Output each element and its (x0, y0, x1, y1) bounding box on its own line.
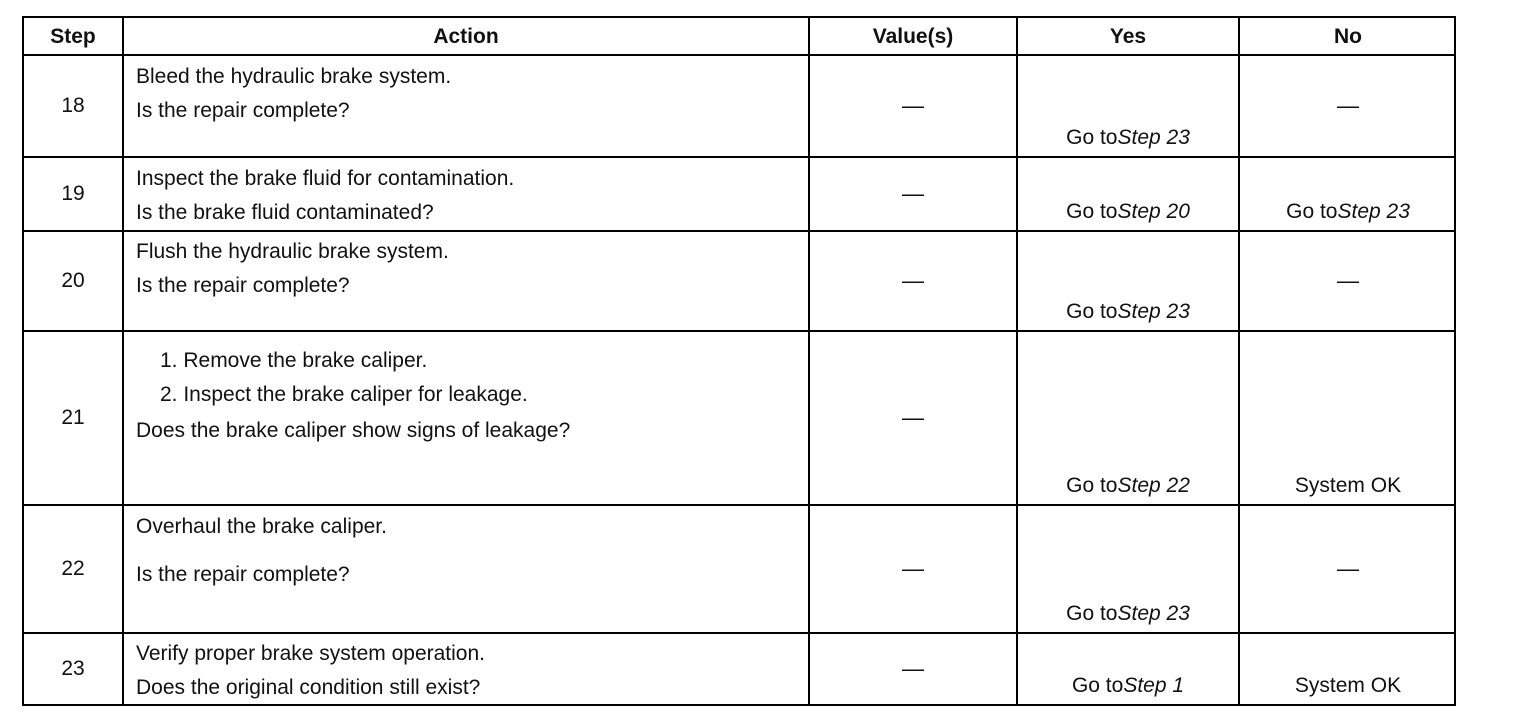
action-line: Is the repair complete? (136, 99, 350, 122)
diagnostic-table (22, 16, 1456, 706)
yes-cell: Go to Step 22 (1066, 474, 1190, 497)
action-cell (124, 60, 820, 128)
action-cell (124, 637, 820, 705)
action-line: Overhaul the brake caliper. (136, 515, 387, 538)
action-line: Flush the hydraulic brake system. (136, 240, 449, 263)
value-cell: — (902, 268, 924, 293)
no-cell: System OK (1294, 674, 1402, 697)
value-cell: — (902, 556, 924, 581)
action-line: Is the repair complete? (136, 563, 350, 586)
no-cell: — (1337, 93, 1359, 118)
step-number: 18 (61, 94, 85, 117)
action-line: Does the brake caliper show signs of leakage? (136, 419, 571, 442)
header-no: No (1334, 25, 1362, 48)
action-line: Verify proper brake system operation. (136, 642, 486, 665)
no-cell: — (1337, 556, 1359, 581)
step-number: 22 (61, 557, 85, 580)
header-yes: Yes (1109, 25, 1147, 48)
value-cell: — (902, 93, 924, 118)
yes-cell: Go to Step 1 (1071, 674, 1185, 697)
header-values: Value(s) (872, 25, 954, 48)
step-number: 23 (61, 657, 85, 680)
action-cell (124, 344, 820, 412)
yes-cell: Go to Step 23 (1066, 300, 1190, 323)
no-cell: Go to Step 23 (1286, 200, 1410, 223)
no-cell: System OK (1294, 474, 1402, 497)
action-list-item: 2. Inspect the brake caliper for leakage. (160, 383, 528, 406)
action-line: Inspect the brake fluid for contamination. (136, 167, 515, 190)
action-list-item: 1. Remove the brake caliper. (160, 349, 428, 372)
value-cell: — (902, 656, 924, 681)
value-cell: — (902, 405, 924, 430)
yes-cell: Go to Step 20 (1066, 200, 1190, 223)
yes-cell: Go to Step 23 (1066, 602, 1190, 625)
yes-cell: Go to Step 23 (1066, 126, 1190, 149)
action-cell (124, 510, 820, 592)
value-cell: — (902, 181, 924, 206)
step-number: 20 (61, 269, 85, 292)
action-cell (124, 162, 820, 230)
action-line: Is the brake fluid contaminated? (136, 201, 434, 224)
header-action: Action (433, 25, 499, 48)
action-cell (124, 235, 820, 303)
no-cell: — (1337, 268, 1359, 293)
action-line: Bleed the hydraulic brake system. (136, 65, 452, 88)
step-number: 19 (61, 182, 85, 205)
action-cell (124, 414, 820, 448)
action-line: Is the repair complete? (136, 274, 350, 297)
step-number: 21 (61, 406, 85, 429)
action-line: Does the original condition still exist? (136, 676, 481, 699)
header-step: Step (50, 25, 96, 48)
